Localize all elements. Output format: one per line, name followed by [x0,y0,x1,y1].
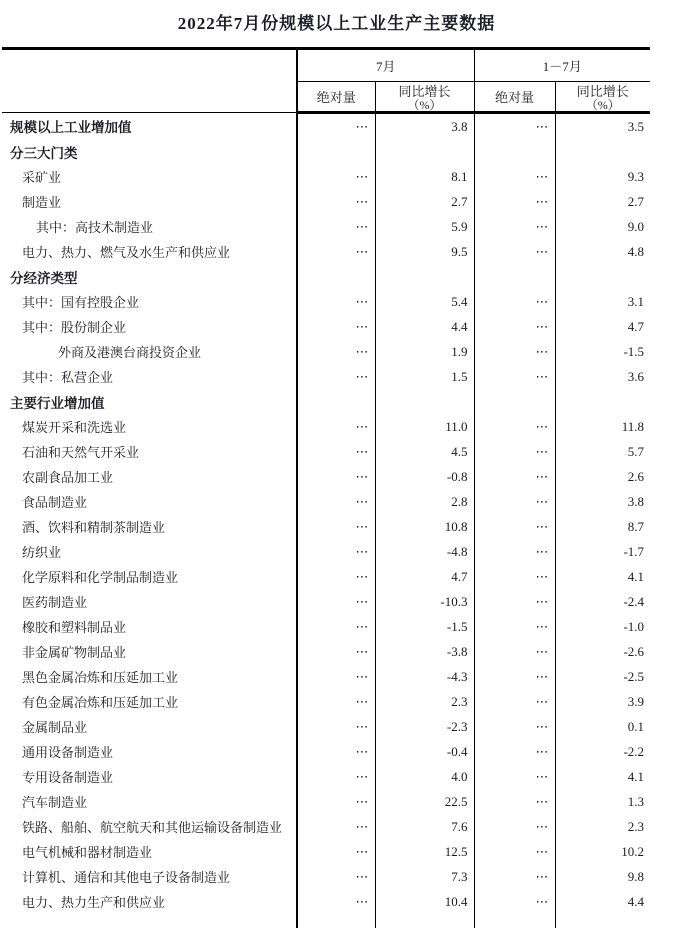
jul-growth-cell: 22.5 [375,789,474,814]
cum-growth-cell: 11.8 [555,414,650,439]
cum-growth-cell: 3.1 [555,289,650,314]
filler-row [2,914,650,928]
jul-growth-cell: -0.4 [375,739,474,764]
table-row [2,564,650,589]
table-row [2,614,650,639]
row-label: 非金属矿物制品业 [2,639,297,664]
header-group-cum: 1－7月 [474,49,650,82]
cum-growth-cell: 5.7 [555,439,650,464]
jul-absolute-cell [297,139,375,164]
header-group-jul: 7月 [297,49,474,82]
table-row [2,789,650,814]
header-jul-growth-line1: 同比增长 [376,83,474,99]
jul-growth-cell [375,264,474,289]
jul-absolute-cell: ⋯ [297,514,375,539]
statistics-table [2,47,650,928]
cum-absolute-cell: ⋯ [474,339,555,364]
table-row [2,264,650,289]
cum-growth-cell: 4.8 [555,239,650,264]
table-header [2,49,650,113]
table-row [2,189,650,214]
row-label: 通用设备制造业 [2,739,297,764]
cum-absolute-cell: ⋯ [474,489,555,514]
header-label-cell [2,49,297,113]
jul-growth-cell: -4.8 [375,539,474,564]
jul-absolute-cell: ⋯ [297,489,375,514]
jul-absolute-cell: ⋯ [297,113,375,140]
cum-absolute-cell: ⋯ [474,714,555,739]
cum-growth-cell [555,264,650,289]
row-label: 铁路、船舶、航空航天和其他运输设备制造业 [2,814,297,839]
cum-growth-cell: 3.8 [555,489,650,514]
jul-growth-cell [375,139,474,164]
table-row [2,139,650,164]
jul-absolute-cell: ⋯ [297,339,375,364]
jul-growth-cell: 3.8 [375,113,474,140]
row-label: 电力、热力、燃气及水生产和供应业 [2,239,297,264]
cum-absolute-cell: ⋯ [474,839,555,864]
row-label: 农副食品加工业 [2,464,297,489]
row-label: 酒、饮料和精制茶制造业 [2,514,297,539]
cum-absolute-cell: ⋯ [474,739,555,764]
cum-absolute-cell: ⋯ [474,164,555,189]
cum-growth-cell: 4.1 [555,564,650,589]
jul-absolute-cell: ⋯ [297,164,375,189]
cum-growth-cell: 9.3 [555,164,650,189]
header-group-row [2,49,650,82]
row-label: 煤炭开采和洗选业 [2,414,297,439]
table-row [2,514,650,539]
jul-growth-cell: 10.4 [375,889,474,914]
row-label [2,914,297,928]
cum-absolute-cell: ⋯ [474,414,555,439]
jul-absolute-cell: ⋯ [297,464,375,489]
jul-growth-cell: 1.9 [375,339,474,364]
cum-absolute-cell [474,139,555,164]
cum-absolute-cell: ⋯ [474,514,555,539]
cum-growth-cell: 8.7 [555,514,650,539]
cum-absolute-cell: ⋯ [474,214,555,239]
table-row [2,839,650,864]
jul-growth-cell: 12.5 [375,839,474,864]
cum-absolute-cell: ⋯ [474,189,555,214]
cum-absolute-cell [474,264,555,289]
jul-absolute-cell: ⋯ [297,689,375,714]
row-label: 其中：国有控股企业 [2,289,297,314]
table-row [2,739,650,764]
header-jul-growth [375,82,474,113]
table-row [2,439,650,464]
jul-absolute-cell: ⋯ [297,439,375,464]
cum-absolute-cell: ⋯ [474,289,555,314]
row-label: 其中：私营企业 [2,364,297,389]
table-row [2,464,650,489]
cum-absolute-cell: ⋯ [474,239,555,264]
row-label: 汽车制造业 [2,789,297,814]
jul-growth-cell: 7.3 [375,864,474,889]
jul-absolute-cell [297,264,375,289]
jul-absolute-cell: ⋯ [297,639,375,664]
header-cum-growth-line1: 同比增长 [556,83,651,99]
cum-absolute-cell: ⋯ [474,689,555,714]
jul-absolute-cell: ⋯ [297,764,375,789]
cum-growth-cell: -2.2 [555,739,650,764]
header-cum-growth-line2: （%） [556,99,651,111]
jul-absolute-cell [297,389,375,414]
cum-growth-cell: 3.9 [555,689,650,714]
jul-growth-cell [375,914,474,928]
jul-growth-cell: 5.9 [375,214,474,239]
jul-growth-cell: 4.5 [375,439,474,464]
cum-growth-cell: -1.5 [555,339,650,364]
cum-absolute-cell: ⋯ [474,314,555,339]
row-label: 医药制造业 [2,589,297,614]
jul-growth-cell: -10.3 [375,589,474,614]
header-cum-absolute: 绝对量 [474,82,555,113]
cum-absolute-cell [474,914,555,928]
header-jul-absolute: 绝对量 [297,82,375,113]
cum-absolute-cell: ⋯ [474,364,555,389]
row-label: 分三大门类 [2,139,297,164]
jul-absolute-cell: ⋯ [297,664,375,689]
table-row [2,239,650,264]
jul-growth-cell: -1.5 [375,614,474,639]
table-row [2,314,650,339]
table-row [2,639,650,664]
cum-growth-cell: 2.6 [555,464,650,489]
cum-absolute-cell: ⋯ [474,789,555,814]
table-row [2,689,650,714]
jul-growth-cell: 2.7 [375,189,474,214]
table-row [2,389,650,414]
table-row [2,364,650,389]
table-row [2,889,650,914]
row-label: 规模以上工业增加值 [2,113,297,140]
cum-growth-cell: 3.6 [555,364,650,389]
cum-absolute-cell: ⋯ [474,764,555,789]
jul-growth-cell: 11.0 [375,414,474,439]
jul-growth-cell: 4.7 [375,564,474,589]
row-label: 电气机械和器材制造业 [2,839,297,864]
jul-growth-cell: 7.6 [375,814,474,839]
jul-absolute-cell: ⋯ [297,314,375,339]
row-label: 其中：高技术制造业 [2,214,297,239]
cum-absolute-cell: ⋯ [474,564,555,589]
cum-growth-cell: 0.1 [555,714,650,739]
cum-growth-cell: -2.5 [555,664,650,689]
row-label: 化学原料和化学制品制造业 [2,564,297,589]
cum-absolute-cell: ⋯ [474,539,555,564]
table-row [2,764,650,789]
jul-growth-cell: 4.0 [375,764,474,789]
jul-growth-cell: 5.4 [375,289,474,314]
table-row [2,539,650,564]
jul-absolute-cell: ⋯ [297,614,375,639]
row-label: 专用设备制造业 [2,764,297,789]
jul-absolute-cell: ⋯ [297,289,375,314]
jul-growth-cell: -0.8 [375,464,474,489]
jul-absolute-cell: ⋯ [297,239,375,264]
cum-growth-cell [555,139,650,164]
table-row [2,214,650,239]
jul-growth-cell [375,389,474,414]
cum-growth-cell: 3.5 [555,113,650,140]
row-label: 黑色金属冶炼和压延加工业 [2,664,297,689]
jul-absolute-cell: ⋯ [297,714,375,739]
table-row [2,289,650,314]
jul-growth-cell: -3.8 [375,639,474,664]
cum-growth-cell: 9.8 [555,864,650,889]
row-label: 有色金属冶炼和压延加工业 [2,689,297,714]
jul-growth-cell: 10.8 [375,514,474,539]
jul-absolute-cell: ⋯ [297,889,375,914]
cum-growth-cell: -2.4 [555,589,650,614]
row-label: 金属制品业 [2,714,297,739]
cum-growth-cell: 9.0 [555,214,650,239]
jul-absolute-cell: ⋯ [297,539,375,564]
row-label: 外商及港澳台商投资企业 [2,339,297,364]
jul-absolute-cell: ⋯ [297,839,375,864]
table-row [2,714,650,739]
jul-absolute-cell: ⋯ [297,739,375,764]
table-row [2,164,650,189]
table-row [2,664,650,689]
jul-growth-cell: -4.3 [375,664,474,689]
cum-growth-cell: 10.2 [555,839,650,864]
cum-growth-cell [555,389,650,414]
cum-growth-cell: 2.3 [555,814,650,839]
cum-absolute-cell: ⋯ [474,664,555,689]
cum-absolute-cell: ⋯ [474,439,555,464]
table-row [2,489,650,514]
cum-growth-cell: 2.7 [555,189,650,214]
table-row [2,814,650,839]
cum-absolute-cell: ⋯ [474,614,555,639]
table-row [2,339,650,364]
cum-growth-cell: -1.7 [555,539,650,564]
jul-absolute-cell: ⋯ [297,414,375,439]
cum-absolute-cell: ⋯ [474,889,555,914]
cum-growth-cell: 4.1 [555,764,650,789]
jul-growth-cell: 8.1 [375,164,474,189]
row-label: 其中：股份制企业 [2,314,297,339]
cum-absolute-cell: ⋯ [474,464,555,489]
jul-absolute-cell: ⋯ [297,814,375,839]
jul-growth-cell: 2.8 [375,489,474,514]
jul-growth-cell: -2.3 [375,714,474,739]
jul-absolute-cell [297,914,375,928]
row-label: 制造业 [2,189,297,214]
table-row [2,589,650,614]
jul-absolute-cell: ⋯ [297,214,375,239]
cum-absolute-cell: ⋯ [474,113,555,140]
row-label: 橡胶和塑料制品业 [2,614,297,639]
row-label: 主要行业增加值 [2,389,297,414]
cum-growth-cell: 4.4 [555,889,650,914]
cum-absolute-cell: ⋯ [474,814,555,839]
table-row [2,414,650,439]
page-title: 2022年7月份规模以上工业生产主要数据 [0,0,673,34]
header-jul-growth-line2: （%） [376,99,474,111]
cum-absolute-cell: ⋯ [474,864,555,889]
row-label: 食品制造业 [2,489,297,514]
header-cum-growth [555,82,650,113]
row-label: 计算机、通信和其他电子设备制造业 [2,864,297,889]
cum-growth-cell: -1.0 [555,614,650,639]
cum-growth-cell [555,914,650,928]
jul-absolute-cell: ⋯ [297,189,375,214]
jul-growth-cell: 9.5 [375,239,474,264]
row-label: 纺织业 [2,539,297,564]
cum-growth-cell: 1.3 [555,789,650,814]
row-label: 电力、热力生产和供应业 [2,889,297,914]
jul-absolute-cell: ⋯ [297,589,375,614]
jul-absolute-cell: ⋯ [297,864,375,889]
jul-growth-cell: 4.4 [375,314,474,339]
jul-absolute-cell: ⋯ [297,364,375,389]
jul-absolute-cell: ⋯ [297,564,375,589]
jul-growth-cell: 2.3 [375,689,474,714]
statistics-table-wrap [2,47,650,928]
row-label: 分经济类型 [2,264,297,289]
cum-absolute-cell [474,389,555,414]
jul-absolute-cell: ⋯ [297,789,375,814]
cum-growth-cell: 4.7 [555,314,650,339]
cum-absolute-cell: ⋯ [474,589,555,614]
table-row [2,864,650,889]
row-label: 石油和天然气开采业 [2,439,297,464]
cum-absolute-cell: ⋯ [474,639,555,664]
row-label: 采矿业 [2,164,297,189]
cum-growth-cell: -2.6 [555,639,650,664]
table-body [2,113,650,928]
table-row [2,113,650,140]
jul-growth-cell: 1.5 [375,364,474,389]
